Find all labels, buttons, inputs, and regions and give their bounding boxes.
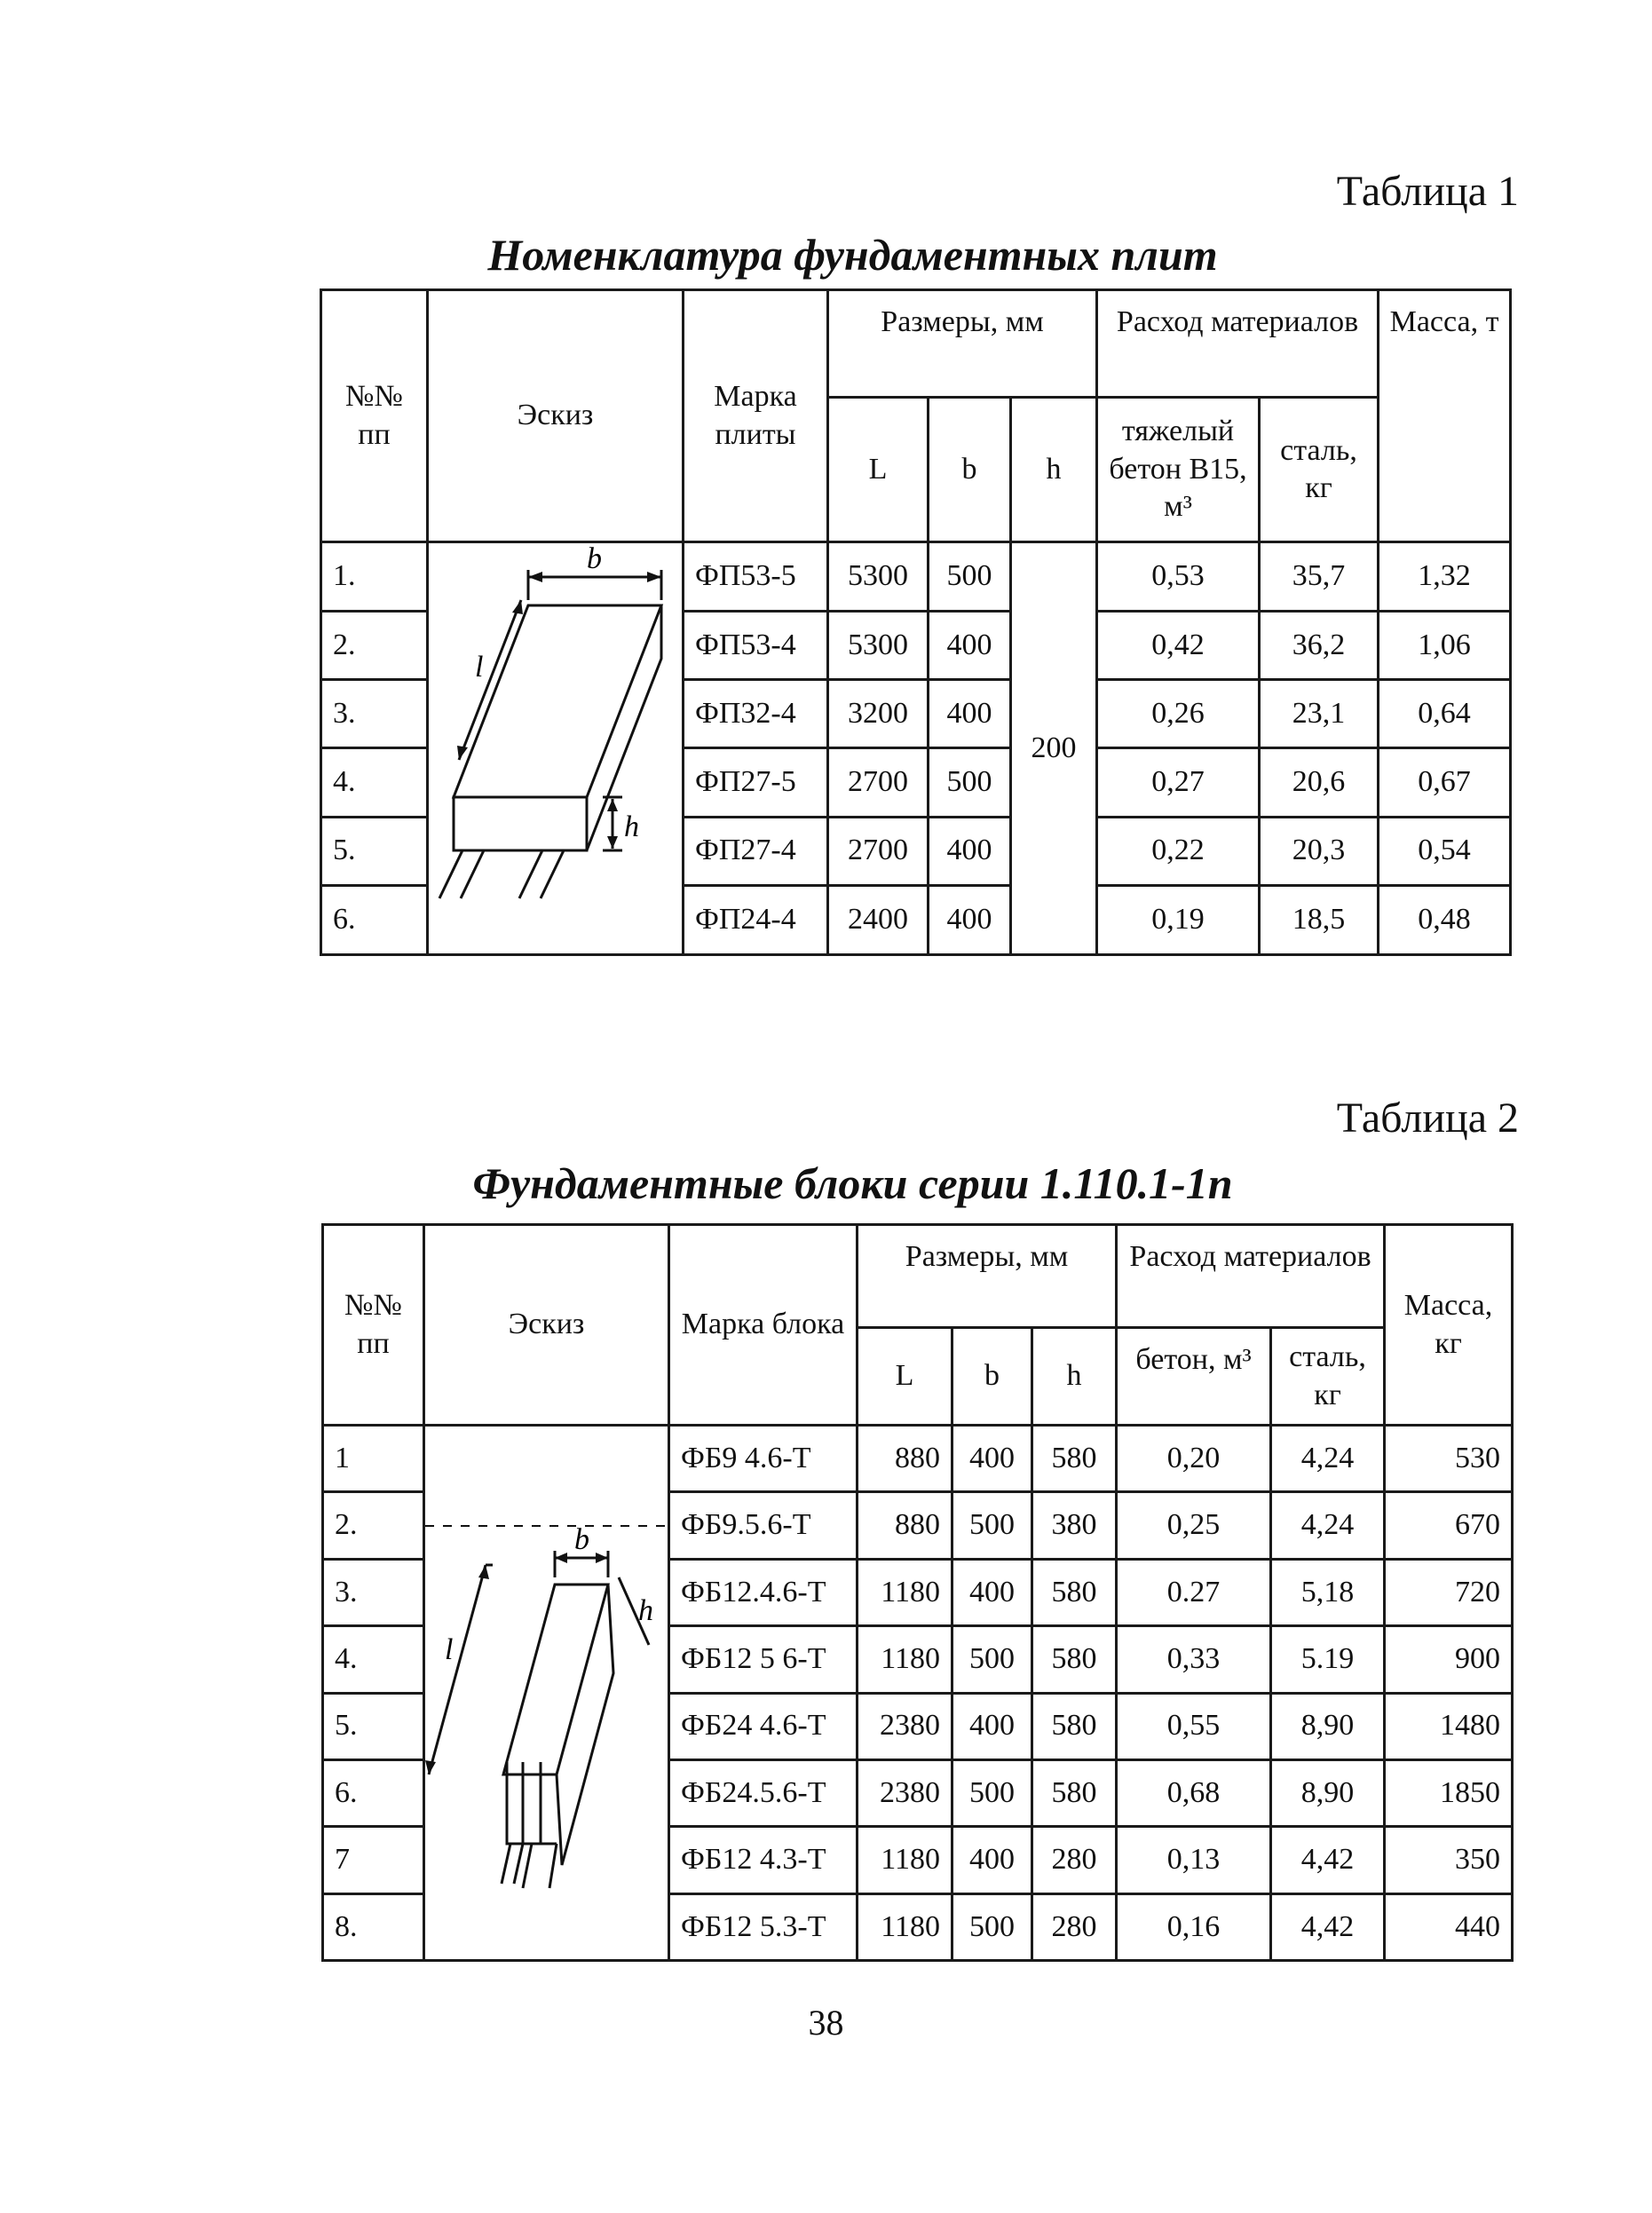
row-concrete: 0,22 — [1097, 817, 1260, 885]
row-concrete: 0,13 — [1117, 1827, 1271, 1893]
row-concrete: 0,19 — [1097, 885, 1260, 954]
row-L: 880 — [858, 1426, 952, 1492]
row-steel: 35,7 — [1260, 542, 1379, 612]
row-h: 380 — [1032, 1492, 1117, 1559]
t1-header-mark: Марка плиты — [684, 290, 828, 542]
row-mass: 0,67 — [1379, 748, 1511, 817]
row-mass: 1850 — [1385, 1759, 1513, 1826]
row-b: 500 — [929, 542, 1011, 612]
slab-label-l: l — [475, 651, 484, 684]
row-steel: 4,42 — [1271, 1893, 1385, 1960]
block-label-l: l — [445, 1633, 454, 1666]
row-b: 400 — [952, 1559, 1032, 1625]
block-label-b: b — [574, 1523, 589, 1556]
row-mark: ФБ9.5.6-Т — [669, 1492, 858, 1559]
row-concrete: 0,20 — [1117, 1426, 1271, 1492]
row-mass: 1,32 — [1379, 542, 1511, 612]
row-steel: 4,24 — [1271, 1492, 1385, 1559]
row-concrete: 0,27 — [1097, 748, 1260, 817]
row-concrete: 0,33 — [1117, 1626, 1271, 1693]
row-mass: 0,64 — [1379, 680, 1511, 748]
row-L: 5300 — [828, 612, 929, 680]
row-steel: 20,6 — [1260, 748, 1379, 817]
row-mass: 0,48 — [1379, 885, 1511, 954]
row-h: 580 — [1032, 1759, 1117, 1826]
row-L: 3200 — [828, 680, 929, 748]
row-mass: 1,06 — [1379, 612, 1511, 680]
row-num: 6. — [323, 1759, 424, 1826]
row-L: 2380 — [858, 1759, 952, 1826]
row-b: 400 — [929, 817, 1011, 885]
row-L: 2700 — [828, 817, 929, 885]
row-b: 400 — [952, 1827, 1032, 1893]
row-concrete: 0,53 — [1097, 542, 1260, 612]
row-h: 580 — [1032, 1693, 1117, 1759]
row-mark: ФП32-4 — [684, 680, 828, 748]
t1-header-L: L — [828, 398, 929, 542]
row-num: 3. — [323, 1559, 424, 1625]
row-mass: 0,54 — [1379, 817, 1511, 885]
row-h: 580 — [1032, 1626, 1117, 1693]
row-b: 400 — [952, 1693, 1032, 1759]
row-num: 2. — [321, 612, 428, 680]
row-num: 8. — [323, 1893, 424, 1960]
table2 — [321, 1223, 1514, 1962]
t2-header-sketch: Эскиз — [424, 1225, 669, 1426]
t1-header-sketch: Эскиз — [428, 290, 684, 542]
row-mark: ФП53-5 — [684, 542, 828, 612]
row-b: 500 — [952, 1893, 1032, 1960]
row-h: 580 — [1032, 1559, 1117, 1625]
row-mark: ФБ12 5.3-Т — [669, 1893, 858, 1960]
t1-header-consumption: Расход материалов — [1097, 290, 1379, 398]
row-steel: 23,1 — [1260, 680, 1379, 748]
row-concrete: 0,26 — [1097, 680, 1260, 748]
slab-sketch — [428, 542, 684, 955]
row-concrete: 0,42 — [1097, 612, 1260, 680]
row-b: 400 — [929, 885, 1011, 954]
t2-header-concrete: бетон, м³ — [1117, 1328, 1271, 1426]
row-steel: 4,42 — [1271, 1827, 1385, 1893]
slab-label-b: b — [587, 543, 602, 575]
row-b: 500 — [952, 1759, 1032, 1826]
row-num: 1 — [323, 1426, 424, 1492]
row-L: 1180 — [858, 1893, 952, 1960]
row-concrete: 0,25 — [1117, 1492, 1271, 1559]
block-label-h: h — [638, 1594, 653, 1627]
row-h: 280 — [1032, 1827, 1117, 1893]
row-L: 2700 — [828, 748, 929, 817]
t2-header-mark: Марка блока — [669, 1225, 858, 1426]
row-num: 5. — [323, 1693, 424, 1759]
row-num: 4. — [323, 1626, 424, 1693]
row-mark: ФП27-5 — [684, 748, 828, 817]
row-h: 580 — [1032, 1426, 1117, 1492]
t1-header-h: h — [1011, 398, 1097, 542]
row-L: 880 — [858, 1492, 952, 1559]
row-num: 2. — [323, 1492, 424, 1559]
t2-header-h: h — [1032, 1328, 1117, 1426]
row-mass: 1480 — [1385, 1693, 1513, 1759]
row-mass: 900 — [1385, 1626, 1513, 1693]
row-mark: ФБ24 4.6-Т — [669, 1693, 858, 1759]
row-b: 400 — [929, 680, 1011, 748]
row-b: 400 — [952, 1426, 1032, 1492]
row-mark: ФБ24.5.6-Т — [669, 1759, 858, 1826]
row-concrete: 0.27 — [1117, 1559, 1271, 1625]
t2-header-consumption: Расход материалов — [1117, 1225, 1385, 1328]
t1-header-steel: сталь, кг — [1260, 398, 1379, 542]
row-mass: 350 — [1385, 1827, 1513, 1893]
row-steel: 20,3 — [1260, 817, 1379, 885]
row-h: 280 — [1032, 1893, 1117, 1960]
t2-header-mass: Масса, кг — [1385, 1225, 1513, 1426]
row-num: 7 — [323, 1827, 424, 1893]
row-mark: ФБ9 4.6-Т — [669, 1426, 858, 1492]
row-L: 2400 — [828, 885, 929, 954]
row-steel: 8,90 — [1271, 1759, 1385, 1826]
row-b: 500 — [929, 748, 1011, 817]
t2-header-L: L — [858, 1328, 952, 1426]
block-drawing — [425, 1427, 670, 1959]
row-L: 1180 — [858, 1559, 952, 1625]
row-mass: 440 — [1385, 1893, 1513, 1960]
row-num: 4. — [321, 748, 428, 817]
row-L: 5300 — [828, 542, 929, 612]
t2-header-num: №№ пп — [323, 1225, 424, 1426]
row-mark: ФП53-4 — [684, 612, 828, 680]
row-b: 400 — [929, 612, 1011, 680]
row-steel: 8,90 — [1271, 1693, 1385, 1759]
slab-drawing — [429, 543, 684, 953]
row-mass: 720 — [1385, 1559, 1513, 1625]
row-steel: 5.19 — [1271, 1626, 1385, 1693]
row-b: 500 — [952, 1626, 1032, 1693]
table1 — [320, 288, 1512, 956]
row-mark: ФП24-4 — [684, 885, 828, 954]
table1-label: Таблица 1 — [1336, 168, 1519, 215]
row-num: 6. — [321, 885, 428, 954]
row-mass: 530 — [1385, 1426, 1513, 1492]
table-row — [321, 542, 1511, 612]
slab-label-h: h — [624, 810, 639, 843]
row-mass: 670 — [1385, 1492, 1513, 1559]
table2-label: Таблица 2 — [1336, 1095, 1519, 1142]
row-num: 1. — [321, 542, 428, 612]
row-concrete: 0,55 — [1117, 1693, 1271, 1759]
row-concrete: 0,16 — [1117, 1893, 1271, 1960]
t1-header-b: b — [929, 398, 1011, 542]
row-L: 1180 — [858, 1626, 952, 1693]
t1-header-sizes: Размеры, мм — [828, 290, 1097, 398]
row-steel: 18,5 — [1260, 885, 1379, 954]
row-steel: 5,18 — [1271, 1559, 1385, 1625]
page-number: 38 — [808, 2003, 844, 2043]
t1-h-common: 200 — [1011, 542, 1097, 955]
block-sketch — [424, 1426, 669, 1961]
t1-header-mass: Масса, т — [1379, 290, 1511, 542]
row-mark: ФП27-4 — [684, 817, 828, 885]
row-b: 500 — [952, 1492, 1032, 1559]
t2-header-steel: сталь, кг — [1271, 1328, 1385, 1426]
row-mark: ФБ12 4.3-Т — [669, 1827, 858, 1893]
row-mark: ФБ12 5 6-Т — [669, 1626, 858, 1693]
row-steel: 36,2 — [1260, 612, 1379, 680]
table2-title: Фундаментные блоки серии 1.110.1-1п — [472, 1158, 1233, 1208]
t2-header-sizes: Размеры, мм — [858, 1225, 1117, 1328]
table-row — [323, 1426, 1513, 1492]
t1-header-concrete: тяжелый бетон В15, м³ — [1097, 398, 1260, 542]
row-num: 5. — [321, 817, 428, 885]
t2-header-b: b — [952, 1328, 1032, 1426]
row-concrete: 0,68 — [1117, 1759, 1271, 1826]
row-num: 3. — [321, 680, 428, 748]
t1-header-num: №№ пп — [321, 290, 428, 542]
row-mark: ФБ12.4.6-Т — [669, 1559, 858, 1625]
row-L: 1180 — [858, 1827, 952, 1893]
row-L: 2380 — [858, 1693, 952, 1759]
row-steel: 4,24 — [1271, 1426, 1385, 1492]
table1-title: Номенклатура фундаментных плит — [487, 230, 1218, 280]
